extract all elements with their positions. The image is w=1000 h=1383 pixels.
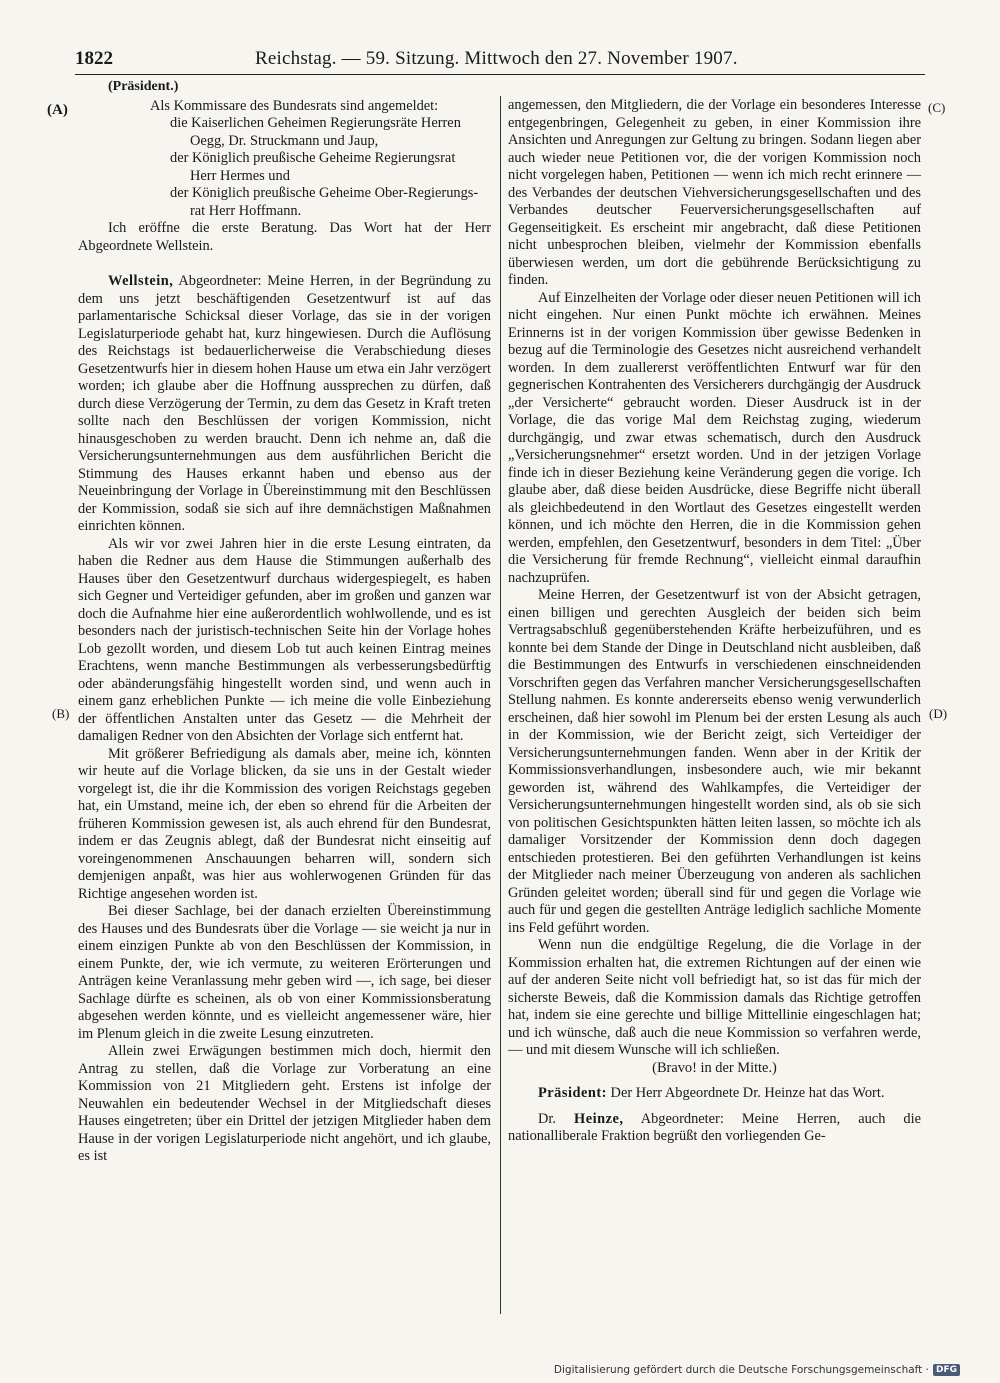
- paragraph: Ich eröffne die erste Beratung. Das Wort hat der Herr Abgeordnete Wellstein.: [78, 220, 491, 254]
- paragraph: [508, 1085, 921, 1103]
- page-number: 1822: [75, 48, 113, 69]
- speaker-name: Heinze,: [574, 1110, 624, 1127]
- right-column: [508, 97, 921, 1146]
- paragraph: Wenn nun die endgültige Regelung, die die Vorlage in der Kommission erhalten hat, die extremen Richtungen auf der einen wie auf der anderen Seite nicht voll befriedigt hat, so ist das für mich der sicherste Beweis, daß die Kommission damals das Richtige getroffen hat, indem sie eine gerechte und billige Mittellinie eingeschlagen hat; und ich wünsche, daß auch die neue Kommission so verfahren werde, — und mit diesem Wunsche will ich schließen.: [508, 937, 921, 1058]
- interjection: (Bravo! in der Mitte.): [652, 1059, 777, 1076]
- paragraph: [78, 273, 491, 536]
- agenda-line: Als Kommissare des Bundesrats sind angemeldet:: [150, 97, 439, 114]
- speaker-name: Wellstein,: [108, 273, 174, 289]
- paragraph: Als wir vor zwei Jahren hier in die erste Lesung eintraten, da haben die Redner aus dem Hause die Stimmungen außerhalb des Hauses über den Gesetzentwurf durchaus widergespiegelt, es haben sich Gegner und Verteidiger gefunden, aber im großen und ganzen war doch die Aufnahme hier eine außerordentlich wohlwollende, und es ist besonders nach der juristisch-technischen Seite hin der Vorlage hohes Lob gezollt worden, und diesem Lob tut auch keinen Eintrag meines Erachtens, wenn manche Bestimmungen als verbesserungsbedürftig oder abänderungsfähig hingestellt worden sind, und wenn auch in einem ganz erheblichen Punkte — ich meine die volle Einbeziehung der öffentlichen Anstalten unter das Gesetz — die Mehrheit der damaligen Redner von den Absichten der Vorlage sich entfernt hat.: [78, 535, 491, 744]
- column-divider: [500, 96, 501, 1314]
- speaker-tag: (Präsident.): [108, 79, 179, 94]
- agenda-line: Oegg, Dr. Struckmann und Jaup,: [190, 132, 379, 149]
- dfg-logo: DFG: [933, 1364, 960, 1376]
- footer-text: Digitalisierung gefördert durch die Deutsche Forschungsgemeinschaft ·: [553, 1364, 929, 1376]
- spacer: [508, 1077, 921, 1085]
- paragraph: Mit größerer Befriedigung als damals aber, meine ich, könnten wir heute auf die Vorlage blicken, da sie uns in der Gestalt wieder vorgelegt ist, die ihr die Kommission des vorigen Reichstags gegeben hat, ein Umstand, meine ich, der eben so ehrend für die Arbeiten der früheren Kommission gewesen ist, als auch ehrend für den Bundesrat, indem er das Zeugnis ablegt, daß der Bundesrat nicht einseitig auf voreingenommenen Anschauungen beharren will, sondern sich demjenigen anpaßt, was hier aus wohlerwogenen Gründen für das Richtige angesehen worden ist.: [78, 745, 491, 902]
- margin-marker-c: (C): [928, 100, 946, 115]
- paragraph-text: Der Herr Abgeordnete Dr. Heinze hat das Wort.: [606, 1085, 885, 1101]
- paragraph-text: Abgeordneter: Meine Herren, in der Begründung zu dem uns jetzt beschäftigenden Gesetzentwurf ist auf das parlamentarische Schicksal dieser Vorlage, das sie in der vorigen Legislaturperiode gehabt hat, kurz hingewiesen. Durch die Auflösung des Reichstags ist bedauerlicherweise die Verabschiedung dieses Gesetzentwurfs hier in diesem hohen Hause um etwa ein Jahr verzögert worden; ich glaube aber die Hoffnung aussprechen zu dürfen, daß durch diese Verzögerung der Termin, zu dem das Gesetz in Kraft treten sollte nach den Beschlüssen der vorigen Kommission, nicht hinausgeschoben zu werden braucht. Denn ich nehme an, daß die Versicherungsunternehmungen aus dem ausführlichen Bericht die Stimmung des Hauses erkannt haben und ebenso aus der Neueinbringung der Vorlage in Übereinstimmung mit den Beschlüssen der Kommission, sodaß sie sich auf ihre demnächstigen Maßnahmen einrichten können.: [78, 273, 491, 534]
- margin-marker-d: (D): [929, 706, 948, 721]
- speaker-name: Präsident:: [538, 1085, 607, 1101]
- paragraph: [508, 1111, 921, 1146]
- paragraph: Auf Einzelheiten der Vorlage oder dieser neuen Petitionen will ich nicht eingehen. Nur einen Punkt möchte ich erwähnen. Meines Erinnerns ist in der vorigen Kommission über gewisse Bedenken in bezug auf die Terminologie des Gesetzes nicht ausreichend verhandelt worden. In dem zuallererst veröffentlichten Entwurf war für den gegnerischen Kontrahenten des Versicherers durchgängig der Ausdruck „der Versicherte“ gebraucht worden. Dieser Ausdruck ist in der Vorlage, die das vorige Mal dem Reichstag zuging, wiederum durchgängig, und zwar etwas schematisch, durch den Ausdruck „Versicherungsnehmer“ ersetzt worden. Und in der jetzigen Vorlage finde ich in dieser Beziehung keine Veränderung gegen die vorige. Ich glaube aber, daß diese beiden Ausdrücke, diese Begriffe nicht überall als gleichbedeutend in den Wortlaut des Gesetzes eingestellt werden können, und ich möchte den Herren, die in die Kommission gehen werden, empfehlen, den Gesetzentwurf, besonders in dem Titel: „Über die Versicherung für fremde Rechnung“, vielleicht einmal daraufhin nachzuprüfen.: [508, 289, 921, 586]
- left-column: [78, 78, 491, 1166]
- paragraph: Bei dieser Sachlage, bei der danach erzielten Übereinstimmung des Hauses und des Bundesrats über die Vorlage — sie weicht ja nur in einem einzigen Punkte ab von den Beschlüssen der Kommission, in einem Punkte, der, wie ich vermute, zu weiteren Erörterungen und Anträgen keine Veranlassung mehr geben wird —, ich sage, bei dieser Sachlage dürfte es scheinen, als ob von einer Kommissionsberatung abgesehen werden könnte, und es vielleicht angemessener wäre, hier im Plenum gleich in die zweite Lesung einzutreten.: [78, 903, 491, 1042]
- speaker-title: Dr.: [538, 1110, 575, 1127]
- agenda-line: rat Herr Hoffmann.: [190, 202, 302, 219]
- header-rule: [75, 74, 925, 75]
- agenda-line: der Königlich preußische Geheime Ober-Regierungs-: [170, 185, 479, 201]
- agenda-line: Herr Hermes und: [190, 167, 290, 184]
- agenda-line: der Königlich preußische Geheime Regierungsrat: [170, 150, 456, 166]
- page-header: [75, 48, 925, 76]
- paragraph-text: Abgeordneter: Meine Herren, auch die nationalliberale Fraktion begrüßt den vorliegenden Ge-: [508, 1110, 921, 1144]
- digitization-footer: [554, 1364, 960, 1376]
- paragraph: angemessen, den Mitgliedern, die der Vorlage ein besonderes Interesse entgegenbringen, Gelegenheit zu geben, in einer Kommission ihre Ansichten und Anregungen zur Geltung zu bringen. Sodann liegen aber auch wieder neue Petitionen vor, die der vorigen Kommission noch nicht vorgelegen haben, Petitionen — wenn ich mich recht erinnere — des Verbandes der deutschen Viehversicherungsgesellschaften und des Verbandes deutscher Feuerversicherungsgesellschaften auf Gegenseitigkeit. Es erscheint mir angebracht, daß diese Petitionen nicht unbesprochen bleiben, vielmehr der Kommission ebenfalls überwiesen werden, um dort die gebührende Berücksichtigung zu finden.: [508, 97, 921, 288]
- agenda-line: die Kaiserlichen Geheimen Regierungsräte Herren: [170, 115, 461, 131]
- paragraph: Allein zwei Erwägungen bestimmen mich doch, hiermit den Antrag zu stellen, daß die Vorlage zur Vorberatung an eine Kommission von 21 Mitgliedern geht. Erstens ist infolge der Neuwahlen ein bedeutender Wechsel in der Mitgliedschaft dieses Hauses eingetreten; über ein Drittel der jetzigen Mitglieder haben dem Hause in der vorigen Legislaturperiode nicht angehört, und ich glaube, es ist: [78, 1043, 491, 1164]
- commissioners-list: [78, 98, 491, 221]
- paragraph: Meine Herren, der Gesetzentwurf ist von der Absicht getragen, einen billigen und gerechten Ausgleich der beiden sich beim Vertragsabschluß gegenüberstehenden Kräfte herbeizuführen, und es konnte bei dem Stande der Dinge in Deutschland nicht ausbleiben, daß die Bestimmungen des Entwurfs in verschiedenen einschneidenden Vorschriften gegen das Verfahren mancher Versicherungsgesellschaften Stellung nahmen. Es konnte andererseits ebenso wenig verwunderlich erscheinen, daß hier sowohl im Plenum bei der ersten Lesung als auch in der Kommission, wie der Bericht zeigt, sich Verteidiger der Versicherungsunternehmungen fanden. Wenn aber in der Kritik der Kommissionsverhandlungen, insbesondere auch, wie mir bekannt geworden ist, während des Wahlkampfes, die Verteidiger der Versicherungsunternehmungen hingestellt worden sind, als ob sie sich von politischen Gesichtspunkten hätten leiten lassen, so möchte ich als damaliger Vorsitzender der Kommission denn doch dagegen entschieden protestieren. Bei den geführten Verhandlungen ist keins der Mitglieder nach meiner Überzeugung von anderen als sachlichen Gründen geleitet worden; überall sind für und gegen die Vorlage wie auch für und gegen die gestellten Anträge lediglich sachliche Momente ins Feld geführt worden.: [508, 587, 921, 936]
- margin-marker-b: (B): [52, 706, 70, 721]
- margin-marker-a: (A): [47, 102, 68, 118]
- running-title: Reichstag. — 59. Sitzung. Mittwoch den 27. November 1907.: [255, 48, 738, 69]
- spacer: [508, 1103, 921, 1111]
- spacer: [78, 255, 491, 273]
